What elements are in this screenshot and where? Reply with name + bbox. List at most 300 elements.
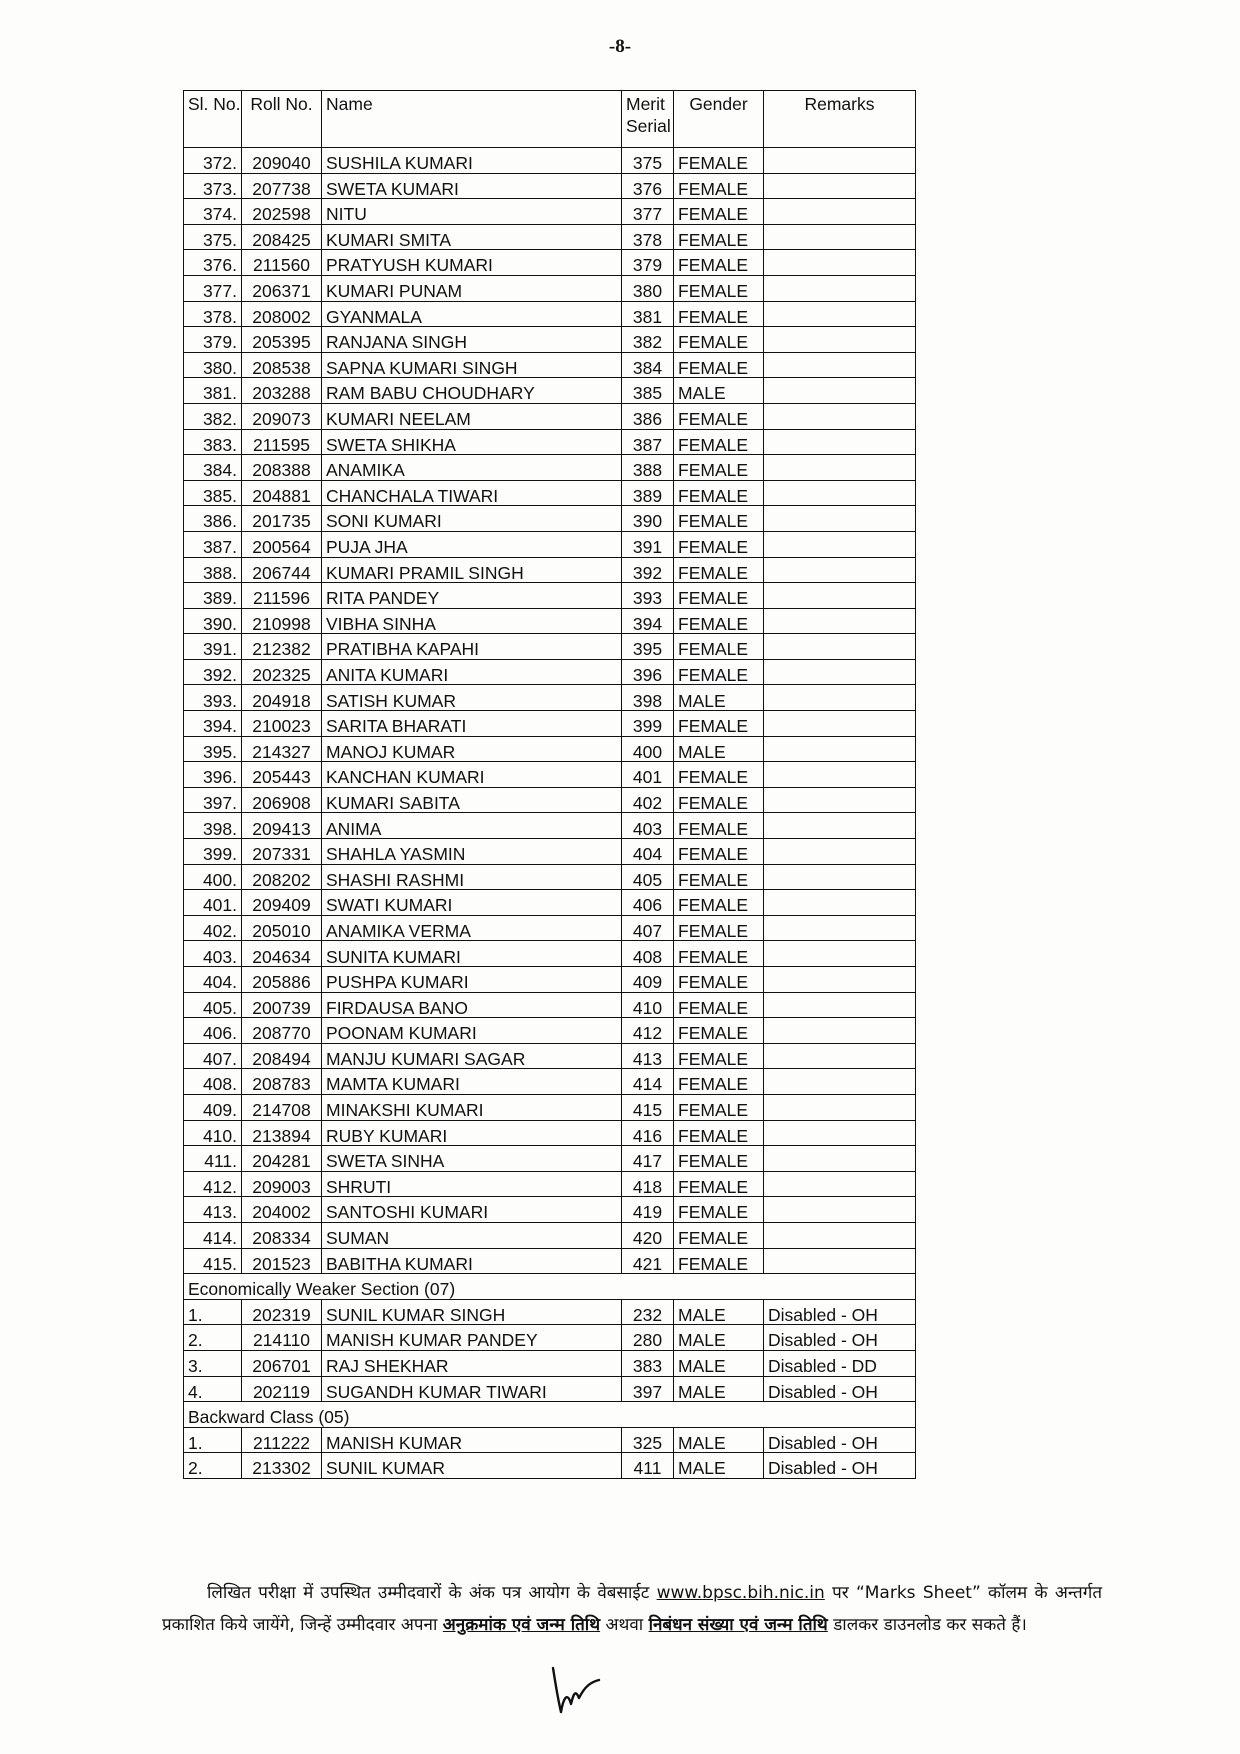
cell-sl-no: 376. bbox=[184, 250, 242, 276]
section-header-row bbox=[184, 1402, 916, 1428]
table-row bbox=[184, 1069, 916, 1095]
cell-sl-no: 405. bbox=[184, 992, 242, 1018]
table-row bbox=[184, 1043, 916, 1069]
cell-sl-no: 391. bbox=[184, 634, 242, 660]
table-row bbox=[184, 557, 916, 583]
cell-remarks bbox=[764, 1248, 916, 1274]
table-row bbox=[184, 839, 916, 865]
cell-sl-no: 406. bbox=[184, 1018, 242, 1044]
cell-merit-serial: 387 bbox=[622, 429, 674, 455]
cell-name: SHASHI RASHMI bbox=[322, 864, 622, 890]
cell-sl-no: 408. bbox=[184, 1069, 242, 1095]
cell-roll-no: 208388 bbox=[242, 455, 322, 481]
cell-name: SWETA SHIKHA bbox=[322, 429, 622, 455]
cell-sl-no: 415. bbox=[184, 1248, 242, 1274]
cell-remarks bbox=[764, 557, 916, 583]
cell-name: SANTOSHI KUMARI bbox=[322, 1197, 622, 1223]
note-underline-reg-dob: निबंधन संख्या एवं जन्म तिथि bbox=[648, 1615, 828, 1635]
table-row bbox=[184, 1171, 916, 1197]
header-sl-no: Sl. No. bbox=[184, 91, 242, 148]
table-row bbox=[184, 224, 916, 250]
cell-name: FIRDAUSA BANO bbox=[322, 992, 622, 1018]
cell-sl-no: 414. bbox=[184, 1222, 242, 1248]
cell-remarks bbox=[764, 455, 916, 481]
cell-name: SHRUTI bbox=[322, 1171, 622, 1197]
cell-gender: FEMALE bbox=[674, 864, 764, 890]
cell-gender: FEMALE bbox=[674, 275, 764, 301]
cell-roll-no: 213302 bbox=[242, 1453, 322, 1479]
cell-merit-serial: 382 bbox=[622, 327, 674, 353]
table-row bbox=[184, 1325, 916, 1351]
table-row bbox=[184, 685, 916, 711]
cell-roll-no: 212382 bbox=[242, 634, 322, 660]
cell-merit-serial: 390 bbox=[622, 506, 674, 532]
cell-roll-no: 206371 bbox=[242, 275, 322, 301]
cell-remarks bbox=[764, 1043, 916, 1069]
cell-sl-no: 385. bbox=[184, 480, 242, 506]
cell-sl-no: 2. bbox=[184, 1325, 242, 1351]
cell-roll-no: 208770 bbox=[242, 1018, 322, 1044]
cell-name: SUSHILA KUMARI bbox=[322, 148, 622, 174]
marks-sheet-note bbox=[162, 1577, 1102, 1641]
cell-name: RITA PANDEY bbox=[322, 583, 622, 609]
cell-roll-no: 211595 bbox=[242, 429, 322, 455]
cell-gender: MALE bbox=[674, 736, 764, 762]
cell-sl-no: 396. bbox=[184, 762, 242, 788]
cell-roll-no: 210023 bbox=[242, 711, 322, 737]
cell-roll-no: 209073 bbox=[242, 403, 322, 429]
cell-remarks bbox=[764, 583, 916, 609]
cell-remarks bbox=[764, 634, 916, 660]
cell-name: PUSHPA KUMARI bbox=[322, 967, 622, 993]
cell-gender: MALE bbox=[674, 378, 764, 404]
cell-remarks: Disabled - OH bbox=[764, 1376, 916, 1402]
table-row bbox=[184, 787, 916, 813]
cell-merit-serial: 388 bbox=[622, 455, 674, 481]
cell-merit-serial: 414 bbox=[622, 1069, 674, 1095]
cell-remarks bbox=[764, 967, 916, 993]
cell-merit-serial: 325 bbox=[622, 1427, 674, 1453]
cell-roll-no: 202119 bbox=[242, 1376, 322, 1402]
cell-sl-no: 379. bbox=[184, 327, 242, 353]
cell-roll-no: 208494 bbox=[242, 1043, 322, 1069]
cell-merit-serial: 404 bbox=[622, 839, 674, 865]
table-row bbox=[184, 967, 916, 993]
cell-name: KANCHAN KUMARI bbox=[322, 762, 622, 788]
cell-roll-no: 204002 bbox=[242, 1197, 322, 1223]
table-row bbox=[184, 583, 916, 609]
cell-sl-no: 4. bbox=[184, 1376, 242, 1402]
cell-name: BABITHA KUMARI bbox=[322, 1248, 622, 1274]
cell-gender: FEMALE bbox=[674, 327, 764, 353]
cell-remarks bbox=[764, 378, 916, 404]
table-row bbox=[184, 173, 916, 199]
table-row bbox=[184, 813, 916, 839]
website-link[interactable]: www.bpsc.bih.nic.in bbox=[656, 1583, 825, 1603]
cell-name: ANAMIKA VERMA bbox=[322, 915, 622, 941]
cell-sl-no: 412. bbox=[184, 1171, 242, 1197]
table-row bbox=[184, 1018, 916, 1044]
cell-name: PUJA JHA bbox=[322, 531, 622, 557]
table-row bbox=[184, 531, 916, 557]
cell-merit-serial: 386 bbox=[622, 403, 674, 429]
cell-roll-no: 208002 bbox=[242, 301, 322, 327]
cell-name: CHANCHALA TIWARI bbox=[322, 480, 622, 506]
note-underline-roll-dob: अनुक्रमांक एवं जन्म तिथि bbox=[442, 1615, 601, 1635]
cell-sl-no: 413. bbox=[184, 1197, 242, 1223]
cell-merit-serial: 405 bbox=[622, 864, 674, 890]
cell-merit-serial: 383 bbox=[622, 1350, 674, 1376]
cell-merit-serial: 416 bbox=[622, 1120, 674, 1146]
cell-remarks bbox=[764, 711, 916, 737]
cell-remarks bbox=[764, 736, 916, 762]
cell-merit-serial: 392 bbox=[622, 557, 674, 583]
cell-roll-no: 202598 bbox=[242, 199, 322, 225]
cell-gender: MALE bbox=[674, 1376, 764, 1402]
cell-sl-no: 377. bbox=[184, 275, 242, 301]
cell-roll-no: 213894 bbox=[242, 1120, 322, 1146]
cell-name: SWETA KUMARI bbox=[322, 173, 622, 199]
cell-roll-no: 214110 bbox=[242, 1325, 322, 1351]
cell-name: KUMARI NEELAM bbox=[322, 403, 622, 429]
cell-remarks bbox=[764, 839, 916, 865]
cell-merit-serial: 407 bbox=[622, 915, 674, 941]
cell-remarks bbox=[764, 148, 916, 174]
cell-sl-no: 409. bbox=[184, 1094, 242, 1120]
cell-roll-no: 209003 bbox=[242, 1171, 322, 1197]
table-row bbox=[184, 864, 916, 890]
cell-roll-no: 209040 bbox=[242, 148, 322, 174]
cell-roll-no: 209413 bbox=[242, 813, 322, 839]
cell-roll-no: 207331 bbox=[242, 839, 322, 865]
cell-name: SUMAN bbox=[322, 1222, 622, 1248]
cell-roll-no: 205395 bbox=[242, 327, 322, 353]
cell-gender: FEMALE bbox=[674, 787, 764, 813]
merit-list-table bbox=[183, 90, 916, 1479]
table-row bbox=[184, 1120, 916, 1146]
cell-name: ANITA KUMARI bbox=[322, 659, 622, 685]
table-row bbox=[184, 1427, 916, 1453]
cell-remarks bbox=[764, 506, 916, 532]
cell-name: VIBHA SINHA bbox=[322, 608, 622, 634]
cell-roll-no: 206744 bbox=[242, 557, 322, 583]
cell-gender: MALE bbox=[674, 1453, 764, 1479]
table-header-row bbox=[184, 91, 916, 148]
cell-gender: FEMALE bbox=[674, 839, 764, 865]
table-row bbox=[184, 1453, 916, 1479]
cell-remarks bbox=[764, 531, 916, 557]
table-row bbox=[184, 199, 916, 225]
cell-sl-no: 1. bbox=[184, 1299, 242, 1325]
cell-name: PRATYUSH KUMARI bbox=[322, 250, 622, 276]
cell-gender: FEMALE bbox=[674, 352, 764, 378]
cell-sl-no: 407. bbox=[184, 1043, 242, 1069]
cell-sl-no: 410. bbox=[184, 1120, 242, 1146]
cell-merit-serial: 406 bbox=[622, 890, 674, 916]
cell-name: NITU bbox=[322, 199, 622, 225]
table-row bbox=[184, 429, 916, 455]
cell-merit-serial: 419 bbox=[622, 1197, 674, 1223]
note-text-1: लिखित परीक्षा में उपस्थित उम्मीदवारों के अंक पत्र आयोग के वेबसाईट bbox=[207, 1583, 657, 1603]
cell-gender: FEMALE bbox=[674, 1248, 764, 1274]
cell-merit-serial: 413 bbox=[622, 1043, 674, 1069]
cell-roll-no: 211560 bbox=[242, 250, 322, 276]
cell-remarks: Disabled - OH bbox=[764, 1427, 916, 1453]
table-row bbox=[184, 1197, 916, 1223]
cell-remarks bbox=[764, 1094, 916, 1120]
cell-roll-no: 201523 bbox=[242, 1248, 322, 1274]
cell-gender: FEMALE bbox=[674, 480, 764, 506]
cell-name: GYANMALA bbox=[322, 301, 622, 327]
cell-name: RANJANA SINGH bbox=[322, 327, 622, 353]
cell-gender: FEMALE bbox=[674, 455, 764, 481]
cell-sl-no: 3. bbox=[184, 1350, 242, 1376]
cell-merit-serial: 232 bbox=[622, 1299, 674, 1325]
cell-gender: FEMALE bbox=[674, 915, 764, 941]
table-row bbox=[184, 1376, 916, 1402]
cell-gender: FEMALE bbox=[674, 1069, 764, 1095]
cell-remarks bbox=[764, 608, 916, 634]
cell-remarks bbox=[764, 275, 916, 301]
table-row bbox=[184, 275, 916, 301]
cell-merit-serial: 396 bbox=[622, 659, 674, 685]
table-row bbox=[184, 327, 916, 353]
cell-name: MAMTA KUMARI bbox=[322, 1069, 622, 1095]
cell-gender: MALE bbox=[674, 685, 764, 711]
cell-sl-no: 378. bbox=[184, 301, 242, 327]
cell-name: SAPNA KUMARI SINGH bbox=[322, 352, 622, 378]
cell-roll-no: 203288 bbox=[242, 378, 322, 404]
cell-sl-no: 388. bbox=[184, 557, 242, 583]
note-text-4: डालकर डाउनलोड कर सकते हैं। bbox=[827, 1615, 1027, 1635]
table-row bbox=[184, 941, 916, 967]
cell-sl-no: 400. bbox=[184, 864, 242, 890]
cell-merit-serial: 375 bbox=[622, 148, 674, 174]
cell-merit-serial: 400 bbox=[622, 736, 674, 762]
cell-gender: FEMALE bbox=[674, 1197, 764, 1223]
page-number: -8- bbox=[608, 36, 632, 57]
cell-gender: FEMALE bbox=[674, 148, 764, 174]
cell-remarks bbox=[764, 224, 916, 250]
cell-gender: FEMALE bbox=[674, 1222, 764, 1248]
cell-merit-serial: 420 bbox=[622, 1222, 674, 1248]
table-row bbox=[184, 1222, 916, 1248]
cell-merit-serial: 379 bbox=[622, 250, 674, 276]
cell-sl-no: 382. bbox=[184, 403, 242, 429]
cell-roll-no: 202325 bbox=[242, 659, 322, 685]
signature-mark bbox=[545, 1660, 605, 1720]
cell-remarks bbox=[764, 1222, 916, 1248]
table-row bbox=[184, 455, 916, 481]
cell-roll-no: 208202 bbox=[242, 864, 322, 890]
cell-name: MANOJ KUMAR bbox=[322, 736, 622, 762]
cell-roll-no: 207738 bbox=[242, 173, 322, 199]
table-row bbox=[184, 608, 916, 634]
table-row bbox=[184, 403, 916, 429]
cell-remarks bbox=[764, 992, 916, 1018]
cell-remarks bbox=[764, 1146, 916, 1172]
cell-name: SATISH KUMAR bbox=[322, 685, 622, 711]
cell-merit-serial: 384 bbox=[622, 352, 674, 378]
cell-gender: FEMALE bbox=[674, 941, 764, 967]
cell-roll-no: 204281 bbox=[242, 1146, 322, 1172]
header-gender: Gender bbox=[674, 91, 764, 148]
cell-gender: FEMALE bbox=[674, 813, 764, 839]
cell-merit-serial: 394 bbox=[622, 608, 674, 634]
cell-merit-serial: 399 bbox=[622, 711, 674, 737]
cell-name: SUNITA KUMARI bbox=[322, 941, 622, 967]
cell-gender: FEMALE bbox=[674, 992, 764, 1018]
cell-name: SHAHLA YASMIN bbox=[322, 839, 622, 865]
table-row bbox=[184, 352, 916, 378]
cell-remarks bbox=[764, 1069, 916, 1095]
note-text-2: पर “Marks Sheet” कॉलम के अन्तर्गत प्रकाशित किये जायेंगे, जिन्हें उम्मीदवार अपना bbox=[162, 1583, 1103, 1635]
cell-roll-no: 204881 bbox=[242, 480, 322, 506]
cell-name: ANAMIKA bbox=[322, 455, 622, 481]
table-row bbox=[184, 736, 916, 762]
table-row bbox=[184, 634, 916, 660]
cell-sl-no: 402. bbox=[184, 915, 242, 941]
cell-gender: FEMALE bbox=[674, 429, 764, 455]
cell-name: PRATIBHA KAPAHI bbox=[322, 634, 622, 660]
table-row bbox=[184, 1299, 916, 1325]
cell-gender: FEMALE bbox=[674, 301, 764, 327]
cell-remarks bbox=[764, 1197, 916, 1223]
header-remarks: Remarks bbox=[764, 91, 916, 148]
cell-roll-no: 214708 bbox=[242, 1094, 322, 1120]
cell-roll-no: 208538 bbox=[242, 352, 322, 378]
cell-sl-no: 403. bbox=[184, 941, 242, 967]
cell-roll-no: 208783 bbox=[242, 1069, 322, 1095]
cell-gender: FEMALE bbox=[674, 634, 764, 660]
cell-merit-serial: 412 bbox=[622, 1018, 674, 1044]
cell-roll-no: 202319 bbox=[242, 1299, 322, 1325]
cell-remarks bbox=[764, 864, 916, 890]
cell-name: SUNIL KUMAR SINGH bbox=[322, 1299, 622, 1325]
cell-merit-serial: 408 bbox=[622, 941, 674, 967]
cell-sl-no: 404. bbox=[184, 967, 242, 993]
cell-gender: FEMALE bbox=[674, 224, 764, 250]
cell-sl-no: 380. bbox=[184, 352, 242, 378]
cell-merit-serial: 421 bbox=[622, 1248, 674, 1274]
cell-remarks bbox=[764, 890, 916, 916]
table-row bbox=[184, 506, 916, 532]
cell-remarks bbox=[764, 480, 916, 506]
cell-gender: FEMALE bbox=[674, 1018, 764, 1044]
table-row bbox=[184, 1146, 916, 1172]
cell-sl-no: 383. bbox=[184, 429, 242, 455]
cell-gender: FEMALE bbox=[674, 711, 764, 737]
cell-name: SONI KUMARI bbox=[322, 506, 622, 532]
cell-roll-no: 208334 bbox=[242, 1222, 322, 1248]
cell-merit-serial: 418 bbox=[622, 1171, 674, 1197]
cell-merit-serial: 393 bbox=[622, 583, 674, 609]
cell-roll-no: 200564 bbox=[242, 531, 322, 557]
cell-gender: FEMALE bbox=[674, 762, 764, 788]
cell-name: KUMARI PUNAM bbox=[322, 275, 622, 301]
cell-name: MANJU KUMARI SAGAR bbox=[322, 1043, 622, 1069]
cell-gender: MALE bbox=[674, 1427, 764, 1453]
cell-merit-serial: 409 bbox=[622, 967, 674, 993]
cell-gender: FEMALE bbox=[674, 967, 764, 993]
cell-name: SARITA BHARATI bbox=[322, 711, 622, 737]
cell-merit-serial: 376 bbox=[622, 173, 674, 199]
cell-merit-serial: 402 bbox=[622, 787, 674, 813]
cell-sl-no: 393. bbox=[184, 685, 242, 711]
table-row bbox=[184, 762, 916, 788]
cell-sl-no: 387. bbox=[184, 531, 242, 557]
cell-roll-no: 204918 bbox=[242, 685, 322, 711]
cell-remarks bbox=[764, 199, 916, 225]
cell-name: RAM BABU CHOUDHARY bbox=[322, 378, 622, 404]
cell-gender: MALE bbox=[674, 1350, 764, 1376]
table-row bbox=[184, 1094, 916, 1120]
cell-sl-no: 394. bbox=[184, 711, 242, 737]
cell-roll-no: 214327 bbox=[242, 736, 322, 762]
cell-gender: FEMALE bbox=[674, 557, 764, 583]
cell-gender: FEMALE bbox=[674, 199, 764, 225]
cell-merit-serial: 378 bbox=[622, 224, 674, 250]
cell-remarks bbox=[764, 1120, 916, 1146]
cell-remarks bbox=[764, 250, 916, 276]
cell-name: SWETA SINHA bbox=[322, 1146, 622, 1172]
table-row bbox=[184, 378, 916, 404]
cell-remarks: Disabled - OH bbox=[764, 1453, 916, 1479]
table-row bbox=[184, 711, 916, 737]
cell-gender: FEMALE bbox=[674, 659, 764, 685]
cell-sl-no: 399. bbox=[184, 839, 242, 865]
cell-name: POONAM KUMARI bbox=[322, 1018, 622, 1044]
table-row bbox=[184, 915, 916, 941]
cell-sl-no: 374. bbox=[184, 199, 242, 225]
cell-roll-no: 206908 bbox=[242, 787, 322, 813]
cell-sl-no: 411. bbox=[184, 1146, 242, 1172]
cell-name: SWATI KUMARI bbox=[322, 890, 622, 916]
cell-merit-serial: 385 bbox=[622, 378, 674, 404]
cell-gender: FEMALE bbox=[674, 506, 764, 532]
cell-sl-no: 373. bbox=[184, 173, 242, 199]
cell-remarks bbox=[764, 915, 916, 941]
cell-gender: FEMALE bbox=[674, 173, 764, 199]
cell-gender: FEMALE bbox=[674, 250, 764, 276]
cell-roll-no: 205010 bbox=[242, 915, 322, 941]
cell-remarks bbox=[764, 429, 916, 455]
cell-merit-serial: 403 bbox=[622, 813, 674, 839]
cell-gender: MALE bbox=[674, 1325, 764, 1351]
cell-remarks bbox=[764, 1018, 916, 1044]
cell-sl-no: 386. bbox=[184, 506, 242, 532]
cell-sl-no: 384. bbox=[184, 455, 242, 481]
cell-sl-no: 2. bbox=[184, 1453, 242, 1479]
cell-name: ANIMA bbox=[322, 813, 622, 839]
cell-sl-no: 397. bbox=[184, 787, 242, 813]
cell-gender: FEMALE bbox=[674, 1146, 764, 1172]
cell-sl-no: 392. bbox=[184, 659, 242, 685]
cell-roll-no: 201735 bbox=[242, 506, 322, 532]
header-merit-serial: Merit Serial bbox=[622, 91, 674, 148]
cell-gender: FEMALE bbox=[674, 583, 764, 609]
cell-sl-no: 381. bbox=[184, 378, 242, 404]
cell-merit-serial: 381 bbox=[622, 301, 674, 327]
cell-merit-serial: 410 bbox=[622, 992, 674, 1018]
cell-remarks: Disabled - OH bbox=[764, 1299, 916, 1325]
cell-gender: FEMALE bbox=[674, 890, 764, 916]
cell-sl-no: 401. bbox=[184, 890, 242, 916]
cell-sl-no: 395. bbox=[184, 736, 242, 762]
cell-gender: MALE bbox=[674, 1299, 764, 1325]
cell-merit-serial: 389 bbox=[622, 480, 674, 506]
table-row bbox=[184, 1248, 916, 1274]
